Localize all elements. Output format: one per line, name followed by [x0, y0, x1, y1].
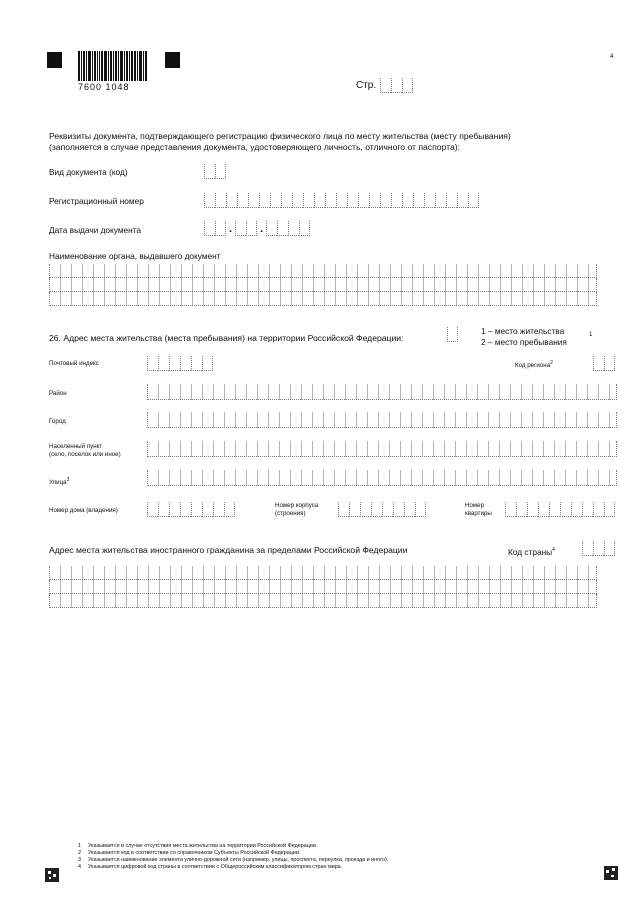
page-label: Стр. — [356, 80, 377, 91]
country-note: 4 — [552, 547, 555, 553]
address-type-input[interactable] — [447, 327, 458, 342]
region-note: 2 — [550, 360, 553, 366]
address-option-note: 1 — [589, 331, 593, 338]
country-input[interactable] — [582, 541, 615, 556]
building-label-1: Номер корпуса — [275, 502, 319, 509]
apt-label-2: квартиры — [465, 510, 492, 517]
registration-marker-left — [47, 52, 62, 68]
issue-date-input[interactable] — [204, 221, 310, 236]
reg-number-label: Регистрационный номер — [49, 196, 144, 206]
locality-label-2: (село, поселок или иное) — [49, 451, 121, 458]
footnote-2-text: Указывается код в соответствии со справочником Субъекты Российской Федерации. — [88, 850, 301, 856]
country-label-text: Код страны — [508, 546, 553, 557]
address-option-1: 1 – место жительства — [481, 326, 565, 336]
barcode-number: 7600 1048 — [78, 82, 130, 92]
issuer-label: Наименование органа, выдавшего документ — [49, 251, 221, 261]
footnote-1 — [78, 843, 388, 850]
qr-marker-icon-right — [604, 866, 618, 880]
house-label: Номер дома (владения) — [49, 507, 118, 514]
foreign-section-title: Адрес места жительства иностранного гражданина за пределами Российской Федерации — [49, 545, 408, 555]
district-input[interactable] — [147, 384, 617, 400]
issuer-input[interactable] — [49, 264, 597, 306]
footnote-4-text: Указывается цифровой код страны в соответствии с Общероссийским классификатором стран мира. — [88, 864, 343, 870]
corner-number: 4 — [610, 53, 614, 60]
house-input[interactable] — [147, 502, 235, 517]
region-input[interactable] — [593, 356, 615, 371]
page-number-cells[interactable] — [380, 78, 413, 93]
postal-label: Почтовый индекс — [49, 360, 99, 367]
doc-type-label: Вид документа (код) — [49, 167, 128, 177]
doc-type-input[interactable] — [204, 164, 226, 179]
doc-section-title-2: (заполняется в случае представления документа, удостоверяющего личность, отличного от паспорта): — [49, 142, 460, 152]
registration-marker-right — [165, 52, 180, 68]
issue-date-label: Дата выдачи документа — [49, 225, 142, 235]
locality-label-1: Населенный пункт — [49, 443, 103, 450]
date-separator-1: . — [229, 223, 233, 235]
date-separator-2: . — [260, 223, 264, 235]
barcode-bars — [78, 51, 148, 81]
footnotes — [78, 843, 388, 871]
locality-input[interactable] — [147, 441, 617, 457]
apt-input[interactable] — [505, 502, 615, 517]
region-label-text: Код региона — [515, 362, 551, 370]
street-label — [49, 477, 69, 487]
footnote-1-num: 1 — [78, 843, 81, 849]
building-input[interactable] — [338, 502, 426, 517]
street-input[interactable] — [147, 470, 617, 486]
city-label: Город — [49, 418, 66, 425]
address-section-title: 26. Адрес места жительства (места пребывания) на территории Российской Федерации: — [49, 333, 404, 343]
street-label-text: Улица — [49, 479, 67, 487]
region-label — [515, 360, 553, 370]
foreign-address-input[interactable] — [49, 566, 597, 608]
postal-input[interactable] — [147, 356, 213, 371]
footnote-1-text: Указывается в случае отсутствия места жительства на территории Российской Федерации. — [88, 843, 318, 849]
country-label — [508, 545, 555, 557]
footnote-3-num: 3 — [78, 857, 81, 863]
page-number-block — [356, 78, 413, 93]
building-label-2: (строения) — [275, 510, 306, 517]
barcode — [78, 51, 148, 92]
address-option-2: 2 – место пребывания — [481, 337, 567, 347]
city-input[interactable] — [147, 412, 617, 428]
doc-section-title-1: Реквизиты документа, подтверждающего регистрацию физического лица по месту жительства (месту пребывания) — [49, 131, 511, 141]
footnote-2-num: 2 — [78, 850, 81, 856]
footnote-4-num: 4 — [78, 864, 81, 870]
district-label: Район — [49, 390, 67, 397]
reg-number-input[interactable] — [204, 193, 479, 208]
apt-label-1: Номер — [465, 502, 485, 509]
footnote-4 — [78, 864, 388, 871]
footnote-3 — [78, 857, 388, 864]
qr-marker-icon-left — [45, 868, 59, 882]
footnote-2 — [78, 850, 388, 857]
street-note: 3 — [66, 477, 70, 483]
footnote-3-text: Указывается наименование элемента улично-дорожной сети (например, улицы, проспекта, переулка, проезда и иного). — [88, 857, 389, 863]
